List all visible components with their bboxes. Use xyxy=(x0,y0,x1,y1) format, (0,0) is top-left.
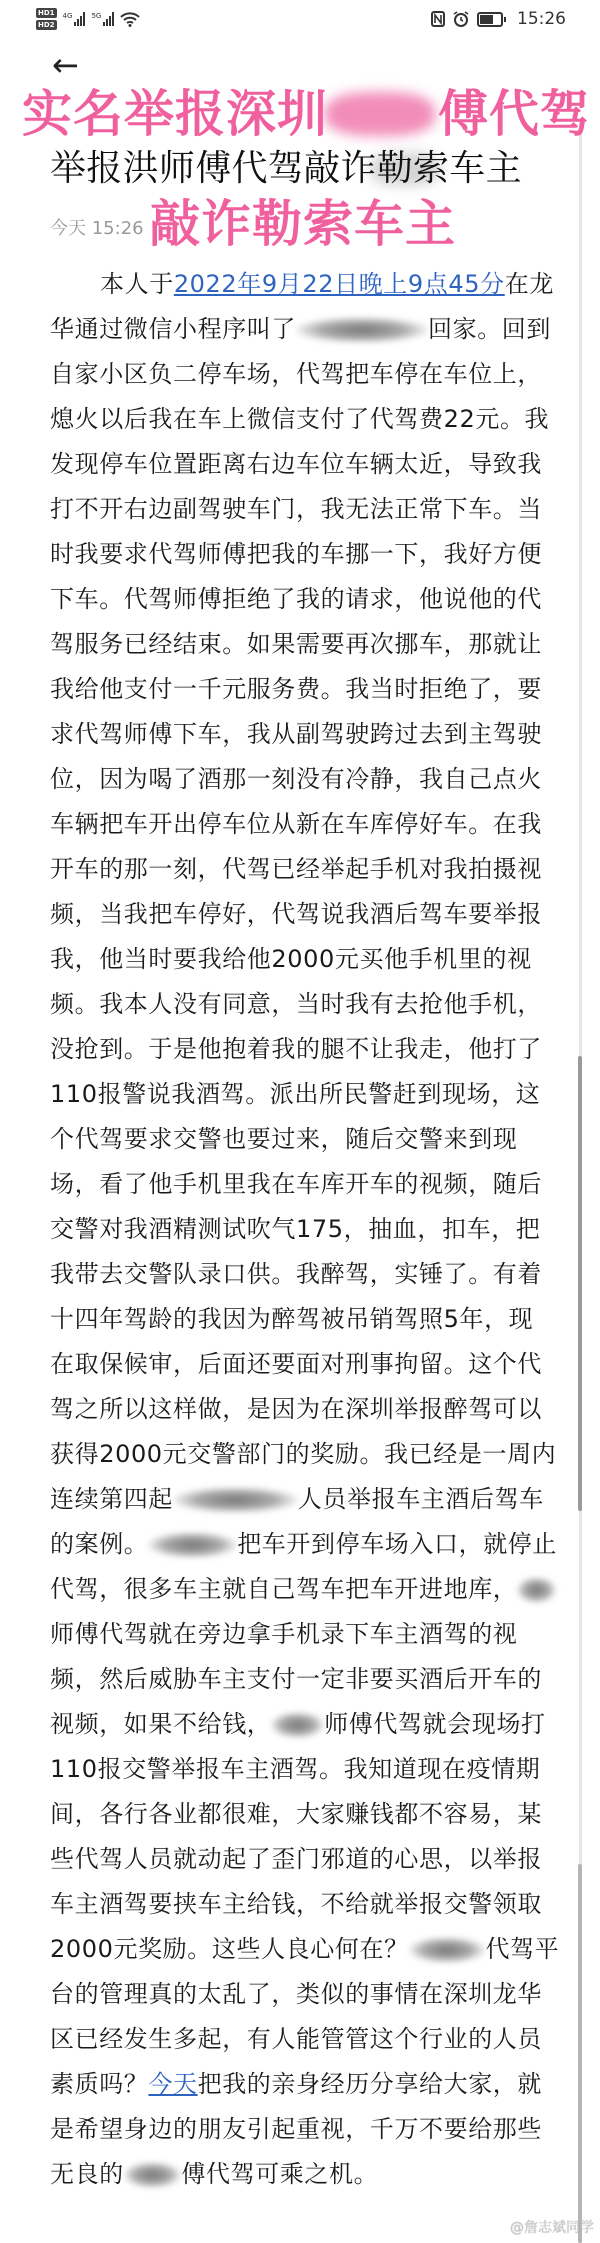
article-text: 师傅代驾就在旁边拿手机录下车主酒驾的视 xyxy=(50,1620,518,1648)
article-line xyxy=(50,1612,550,1657)
article-text: 代驾，很多车主就自己驾车把车开进地库， xyxy=(50,1575,518,1603)
article-text: 本人于 xyxy=(100,270,174,298)
article-line xyxy=(50,1117,550,1162)
article-line xyxy=(50,1927,560,1972)
article-line xyxy=(50,1522,558,1567)
article-text: 时我要求代驾师傅把我的车挪一下，我好方便 xyxy=(50,540,542,568)
status-left xyxy=(36,8,140,30)
article-text: 台的管理真的太乱了，类似的事情在深圳龙华 xyxy=(50,1980,542,2008)
article-text: 把车开到停车场入口，就停止 xyxy=(237,1530,558,1558)
article-line xyxy=(50,2107,550,2152)
redacted-blur xyxy=(517,1577,555,1603)
status-right xyxy=(431,9,566,29)
article-line xyxy=(50,1207,550,1252)
redacted-blur xyxy=(271,1712,324,1738)
post-date: 今天 15:26 xyxy=(50,218,144,239)
article-line xyxy=(50,802,550,847)
article-line xyxy=(50,1297,550,1342)
article-line xyxy=(50,442,550,487)
article-text: 车主酒驾要挟车主给钱，不给就举报交警领取 xyxy=(50,1890,542,1918)
article-line xyxy=(50,622,550,667)
article-text: 发现停车位置距离右边车位车辆太近，导致我 xyxy=(50,450,542,478)
net1-label: 4G xyxy=(62,12,73,20)
article-text: 十四年驾龄的我因为醉驾被吊销驾照5年，现 xyxy=(50,1305,534,1333)
article-text: 场，看了他手机里我在车库开车的视频，随后 xyxy=(50,1170,542,1198)
nfc-icon xyxy=(431,11,445,27)
article-text: 师傅代驾就会现场打 xyxy=(324,1710,546,1738)
signal-icon-2 xyxy=(91,12,114,26)
article-line xyxy=(50,397,550,442)
redacted-blur xyxy=(409,1937,486,1963)
article-line xyxy=(50,1387,550,1432)
battery-icon xyxy=(477,12,503,27)
article-text: 求代驾师傅下车，我从副驾驶跨过去到主驾驶 xyxy=(50,720,542,748)
article-text: 没抢到。于是他抱着我的腿不让我走，他打了 xyxy=(50,1035,542,1063)
status-time: 15:26 xyxy=(517,9,566,29)
article-text: 视频，如果不给钱， xyxy=(50,1710,272,1738)
article-text: 我给他支付一千元服务费。我当时拒绝了，要 xyxy=(50,675,542,703)
article-line xyxy=(50,1972,550,2017)
sim1-label: HD1 xyxy=(38,9,55,17)
redacted-blur xyxy=(148,1532,237,1558)
article-text: 人员举报车主酒后驾车 xyxy=(297,1485,544,1513)
article-line xyxy=(50,982,550,1027)
article-line xyxy=(50,757,550,802)
article-line xyxy=(50,712,550,757)
article-text: 110报交警举报车主酒驾。我知道现在疫情期 xyxy=(50,1755,541,1783)
article-line xyxy=(50,2017,550,2062)
article-text: 驾服务已经结束。如果需要再次挪车，那就让 xyxy=(50,630,542,658)
article-text: 回家。回到 xyxy=(428,315,551,343)
article-line xyxy=(50,2152,550,2197)
article-text: 2000元奖励。这些人良心何在？ xyxy=(50,1935,409,1963)
overlay-caption-a: 实名举报深圳 xyxy=(22,85,328,143)
back-arrow-icon[interactable]: ← xyxy=(52,46,79,84)
article-line xyxy=(50,1342,550,1387)
redacted-blur xyxy=(124,2162,182,2188)
date-link[interactable]: 2022年9月22日晚上9点45分 xyxy=(173,270,505,298)
article-line xyxy=(50,1477,550,1522)
article-line xyxy=(50,487,550,532)
article-line xyxy=(50,937,550,982)
article-line xyxy=(50,667,550,712)
article-line xyxy=(50,1882,550,1927)
article-line xyxy=(50,1027,550,1072)
article-line xyxy=(50,1837,550,1882)
article-text: 素质吗？ xyxy=(50,2070,149,2098)
article-text: 驾之所以这样做，是因为在深圳举报醉驾可以 xyxy=(50,1395,542,1423)
article-text: 开车的那一刻，代驾已经举起手机对我拍摄视 xyxy=(50,855,542,883)
article-text: 自家小区负二停车场，代驾把车停在车位上， xyxy=(50,360,542,388)
article-text: 区已经发生多起，有人能管管这个行业的人员 xyxy=(50,2025,542,2053)
article-text: 傅代驾可乘之机。 xyxy=(181,2160,379,2188)
page-title: 举报洪师傅代驾敲诈勒索车主 xyxy=(50,148,522,189)
overlay-caption-b: 傅代驾 xyxy=(438,85,591,143)
sim-icon xyxy=(36,8,57,30)
article-line xyxy=(50,1657,550,1702)
article-text: 频。我本人没有同意，当时我有去抢他手机， xyxy=(50,990,542,1018)
article-line xyxy=(50,2062,550,2107)
article-text: 连续第四起 xyxy=(50,1485,173,1513)
net2-label: 5G xyxy=(91,12,102,20)
article-text: 代驾平 xyxy=(485,1935,560,1963)
article-text: 交警对我酒精测试吹气175，抽血，扣车，把 xyxy=(50,1215,541,1243)
sim2-label: HD2 xyxy=(38,21,55,29)
article-line xyxy=(50,307,550,352)
article-line xyxy=(50,262,554,307)
article-line xyxy=(50,1162,550,1207)
article-line xyxy=(50,1252,550,1297)
scrollbar-thumb[interactable] xyxy=(578,1056,582,1511)
article-line xyxy=(50,1792,550,1837)
article-line xyxy=(50,1702,550,1747)
article-text: 在龙 xyxy=(504,270,554,298)
article-text: 110报警说我酒驾。派出所民警赶到现场，这 xyxy=(50,1080,541,1108)
scrollbar-thumb-lower[interactable] xyxy=(578,1864,582,2243)
article-text: 我带去交警队录口供。我醉驾，实锤了。有着 xyxy=(50,1260,542,1288)
article-text: 间，各行各业都很难，大家赚钱都不容易，某 xyxy=(50,1800,542,1828)
article-line xyxy=(50,847,550,892)
alarm-icon xyxy=(453,11,469,27)
weibo-watermark: @詹志斌同学 xyxy=(510,2220,594,2236)
article-line xyxy=(50,577,550,622)
article-text: 下车。代驾师傅拒绝了我的请求，他说他的代 xyxy=(50,585,542,613)
redacted-blur xyxy=(296,317,428,343)
date-link[interactable]: 今天 xyxy=(148,2070,198,2098)
article-text: 我，他当时要我给他2000元买他手机里的视 xyxy=(50,945,532,973)
article-text: 些代驾人员就动起了歪门邪道的心思，以举报 xyxy=(50,1845,542,1873)
article-text: 频，然后威胁车主支付一定非要买酒后开车的 xyxy=(50,1665,542,1693)
article-text: 车辆把车开出停车位从新在车库停好车。在我 xyxy=(50,810,542,838)
article-text: 在取保候审，后面还要面对刑事拘留。这个代 xyxy=(50,1350,542,1378)
redacted-blur xyxy=(173,1487,298,1513)
article-text: 获得2000元交警部门的奖励。我已经是一周内 xyxy=(50,1440,557,1468)
article-text: 是希望身边的朋友引起重视，千万不要给那些 xyxy=(50,2115,542,2143)
article-text: 熄火以后我在车上微信支付了代驾费22元。我 xyxy=(50,405,550,433)
article-line xyxy=(50,532,550,577)
status-bar xyxy=(0,0,600,44)
article-text: 打不开右边副驾驶车门，我无法正常下车。当 xyxy=(50,495,542,523)
article-text: 华通过微信小程序叫了 xyxy=(50,315,296,343)
article-text: 频，当我把车停好，代驾说我酒后驾车要举报 xyxy=(50,900,542,928)
wifi-icon xyxy=(120,11,140,27)
article-line xyxy=(50,892,550,937)
article-text: 无良的 xyxy=(50,2160,124,2188)
article-line xyxy=(50,1432,557,1477)
overlay-caption-line2: 敲诈勒索车主 xyxy=(150,195,456,253)
article-line xyxy=(50,1747,550,1792)
article-line xyxy=(50,1567,550,1612)
article-body xyxy=(50,262,560,2197)
article-text: 把我的亲身经历分享给大家，就 xyxy=(197,2070,543,2098)
article-text: 的案例。 xyxy=(50,1530,149,1558)
article-text: 位，因为喝了酒那一刻没有冷静，我自己点火 xyxy=(50,765,542,793)
article-line xyxy=(50,1072,550,1117)
article-line xyxy=(50,352,550,397)
overlay-caption-line1 xyxy=(22,84,591,144)
article-text: 个代驾要求交警也要过来，随后交警来到现 xyxy=(50,1125,518,1153)
signal-icon xyxy=(63,12,86,26)
